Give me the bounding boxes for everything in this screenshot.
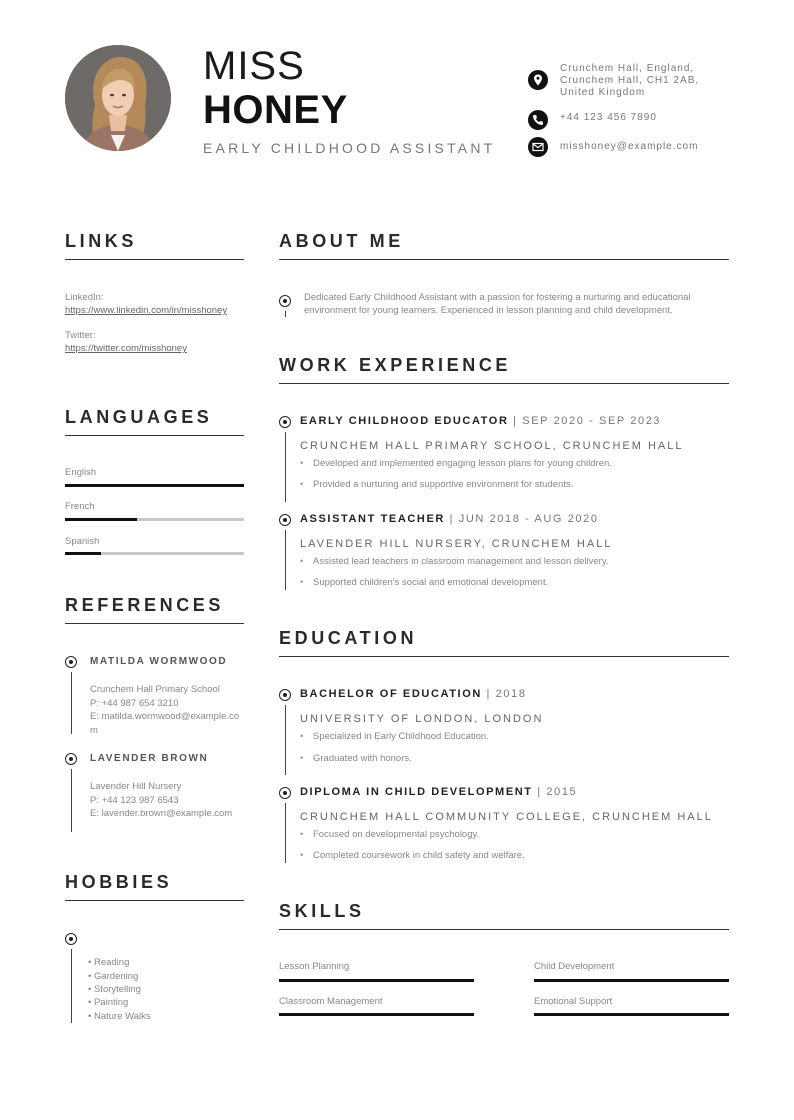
- education-heading-line: [300, 786, 577, 798]
- hobby-item: • Reading: [88, 957, 130, 968]
- twitter-label: Twitter:: [65, 330, 96, 341]
- phone-icon: [528, 110, 548, 130]
- timeline-line: [71, 949, 72, 1023]
- reference-details: [90, 780, 245, 821]
- reference-phone: P: +44 987 654 3210: [90, 697, 179, 709]
- skill-label: Emotional Support: [534, 996, 613, 1007]
- reference-name: LAVENDER BROWN: [90, 753, 209, 764]
- skills-rule: [279, 929, 729, 930]
- graduation-year: 2015: [546, 786, 578, 798]
- links-list: [65, 291, 245, 355]
- timeline-line: [285, 432, 286, 502]
- job-bullet: • Assisted lead teachers in classroom management and lesson delivery.: [300, 556, 609, 567]
- linkedin-label: LinkedIn:: [65, 292, 104, 303]
- skill-level-fill: [534, 1013, 729, 1016]
- languages-rule: [65, 435, 244, 436]
- school: UNIVERSITY OF LONDON, LONDON: [300, 713, 544, 725]
- language-level-bar: [65, 518, 244, 521]
- degree: DIPLOMA IN CHILD DEVELOPMENT: [300, 786, 533, 798]
- education-bullet: • Specialized in Early Childhood Education.: [300, 731, 489, 742]
- reference-email: E: lavender.brown@example.com: [90, 808, 233, 819]
- job-bullet: • Supported children's social and emotional development.: [300, 577, 548, 588]
- profile-photo-illustration: [65, 45, 171, 151]
- job-title: EARLY CHILDHOOD ASSISTANT: [203, 140, 496, 156]
- timeline-line: [285, 530, 286, 590]
- hobbies-heading: HOBBIES: [65, 872, 173, 892]
- separator: |: [537, 786, 542, 798]
- name-last: HONEY: [203, 88, 348, 132]
- education-rule: [279, 656, 729, 657]
- reference-name: MATILDA WORMWOOD: [90, 656, 228, 667]
- hobby-item: • Painting: [88, 997, 129, 1008]
- skill-level-bar: [534, 1013, 729, 1016]
- about-text: [304, 291, 691, 317]
- skills-heading: SKILLS: [279, 901, 365, 921]
- contact-address: [560, 63, 699, 99]
- address-line-3: United Kingdom: [560, 87, 646, 98]
- education-heading-line: [300, 688, 527, 700]
- timeline-dot-icon: [279, 295, 291, 307]
- job-dates: SEP 2020 - SEP 2023: [522, 415, 662, 427]
- language-label: Spanish: [65, 536, 100, 547]
- skill-label: Classroom Management: [279, 996, 383, 1007]
- job-bullet: • Provided a nurturing and supportive environment for students.: [300, 479, 573, 490]
- address-line-1: Crunchem Hall, England,: [560, 63, 695, 74]
- timeline-dot-icon: [279, 514, 291, 526]
- timeline-line: [285, 705, 286, 775]
- name-first: MISS: [203, 44, 305, 88]
- timeline-dot-icon: [279, 416, 291, 428]
- separator: |: [486, 688, 492, 700]
- linkedin-link[interactable]: https://www.linkedin.com/in/misshoney: [65, 305, 228, 316]
- job-dates: JUN 2018 - AUG 2020: [458, 513, 599, 525]
- education-heading: EDUCATION: [279, 628, 418, 648]
- language-level-fill: [65, 552, 101, 555]
- job-organization: LAVENDER HILL NURSERY, CRUNCHEM HALL: [300, 538, 613, 550]
- skill-label: Lesson Planning: [279, 961, 350, 972]
- about-line: environment for young learners. Experienced in lesson planning and child development.: [304, 305, 673, 316]
- skill-level-bar: [534, 979, 729, 982]
- language-level-bar: [65, 484, 244, 487]
- timeline-line: [285, 803, 286, 863]
- reference-email: E: matilda.wormwood@example.com: [90, 711, 240, 736]
- education-bullet: • Completed coursework in child safety and welfare.: [300, 850, 525, 861]
- references-heading: REFERENCES: [65, 595, 225, 615]
- language-level-fill: [65, 484, 244, 487]
- language-level-bar: [65, 552, 244, 555]
- links-rule: [65, 259, 244, 260]
- contact-email: misshoney@example.com: [560, 141, 699, 152]
- timeline-dot-icon: [279, 787, 291, 799]
- language-label: English: [65, 467, 97, 478]
- graduation-year: 2018: [495, 688, 527, 700]
- education-bullet: • Graduated with honors.: [300, 753, 412, 764]
- timeline-dot-icon: [279, 689, 291, 701]
- contact-phone: +44 123 456 7890: [560, 112, 657, 123]
- skill-level-bar: [279, 979, 474, 982]
- experience-heading: WORK EXPERIENCE: [279, 355, 512, 375]
- about-heading: ABOUT ME: [279, 231, 404, 251]
- separator: |: [513, 415, 518, 427]
- hobbies-rule: [65, 900, 244, 901]
- separator: |: [449, 513, 455, 525]
- education-bullet: • Focused on developmental psychology.: [300, 829, 479, 840]
- timeline-dot-icon: [65, 933, 77, 945]
- hobby-item: • Nature Walks: [88, 1011, 151, 1022]
- reference-phone: P: +44 123 987 6543: [90, 794, 179, 806]
- profile-photo: [65, 45, 171, 151]
- email-icon: [528, 137, 548, 157]
- address-line-2: Crunchem Hall, CH1 2AB,: [560, 75, 700, 86]
- timeline-line: [71, 769, 72, 832]
- job-role: EARLY CHILDHOOD EDUCATOR: [300, 415, 509, 427]
- reference-org: Crunchem Hall Primary School: [90, 684, 220, 695]
- location-pin-icon: [528, 70, 548, 90]
- hobby-item: • Gardening: [88, 971, 139, 982]
- hobby-item: • Storytelling: [88, 984, 141, 995]
- skill-label: Child Development: [534, 961, 615, 972]
- job-bullet: • Developed and implemented engaging lesson plans for young children.: [300, 458, 612, 469]
- school: CRUNCHEM HALL COMMUNITY COLLEGE, CRUNCHEM HALL: [300, 811, 713, 823]
- twitter-link[interactable]: https://twitter.com/misshoney: [65, 343, 187, 354]
- job-role: ASSISTANT TEACHER: [300, 513, 445, 525]
- job-organization: CRUNCHEM HALL PRIMARY SCHOOL, CRUNCHEM HALL: [300, 440, 684, 452]
- language-label: French: [65, 501, 95, 512]
- reference-details: [90, 683, 245, 737]
- about-line: Dedicated Early Childhood Assistant with a passion for fostering a nurturing and educational: [304, 292, 691, 303]
- timeline-dot-icon: [65, 656, 77, 668]
- skill-level-fill: [534, 979, 729, 982]
- language-level-fill: [65, 518, 137, 521]
- reference-org: Lavender Hill Nursery: [90, 781, 182, 792]
- job-heading: [300, 513, 599, 525]
- about-rule: [279, 259, 729, 260]
- skill-level-fill: [279, 979, 474, 982]
- skill-level-bar: [279, 1013, 474, 1016]
- timeline-line: [71, 672, 72, 734]
- timeline-line: [285, 311, 286, 317]
- references-rule: [65, 623, 244, 624]
- experience-rule: [279, 383, 729, 384]
- timeline-dot-icon: [65, 753, 77, 765]
- links-heading: LINKS: [65, 231, 137, 251]
- job-heading: [300, 415, 661, 427]
- languages-heading: LANGUAGES: [65, 407, 213, 427]
- skill-level-fill: [279, 1013, 474, 1016]
- degree: BACHELOR OF EDUCATION: [300, 688, 482, 700]
